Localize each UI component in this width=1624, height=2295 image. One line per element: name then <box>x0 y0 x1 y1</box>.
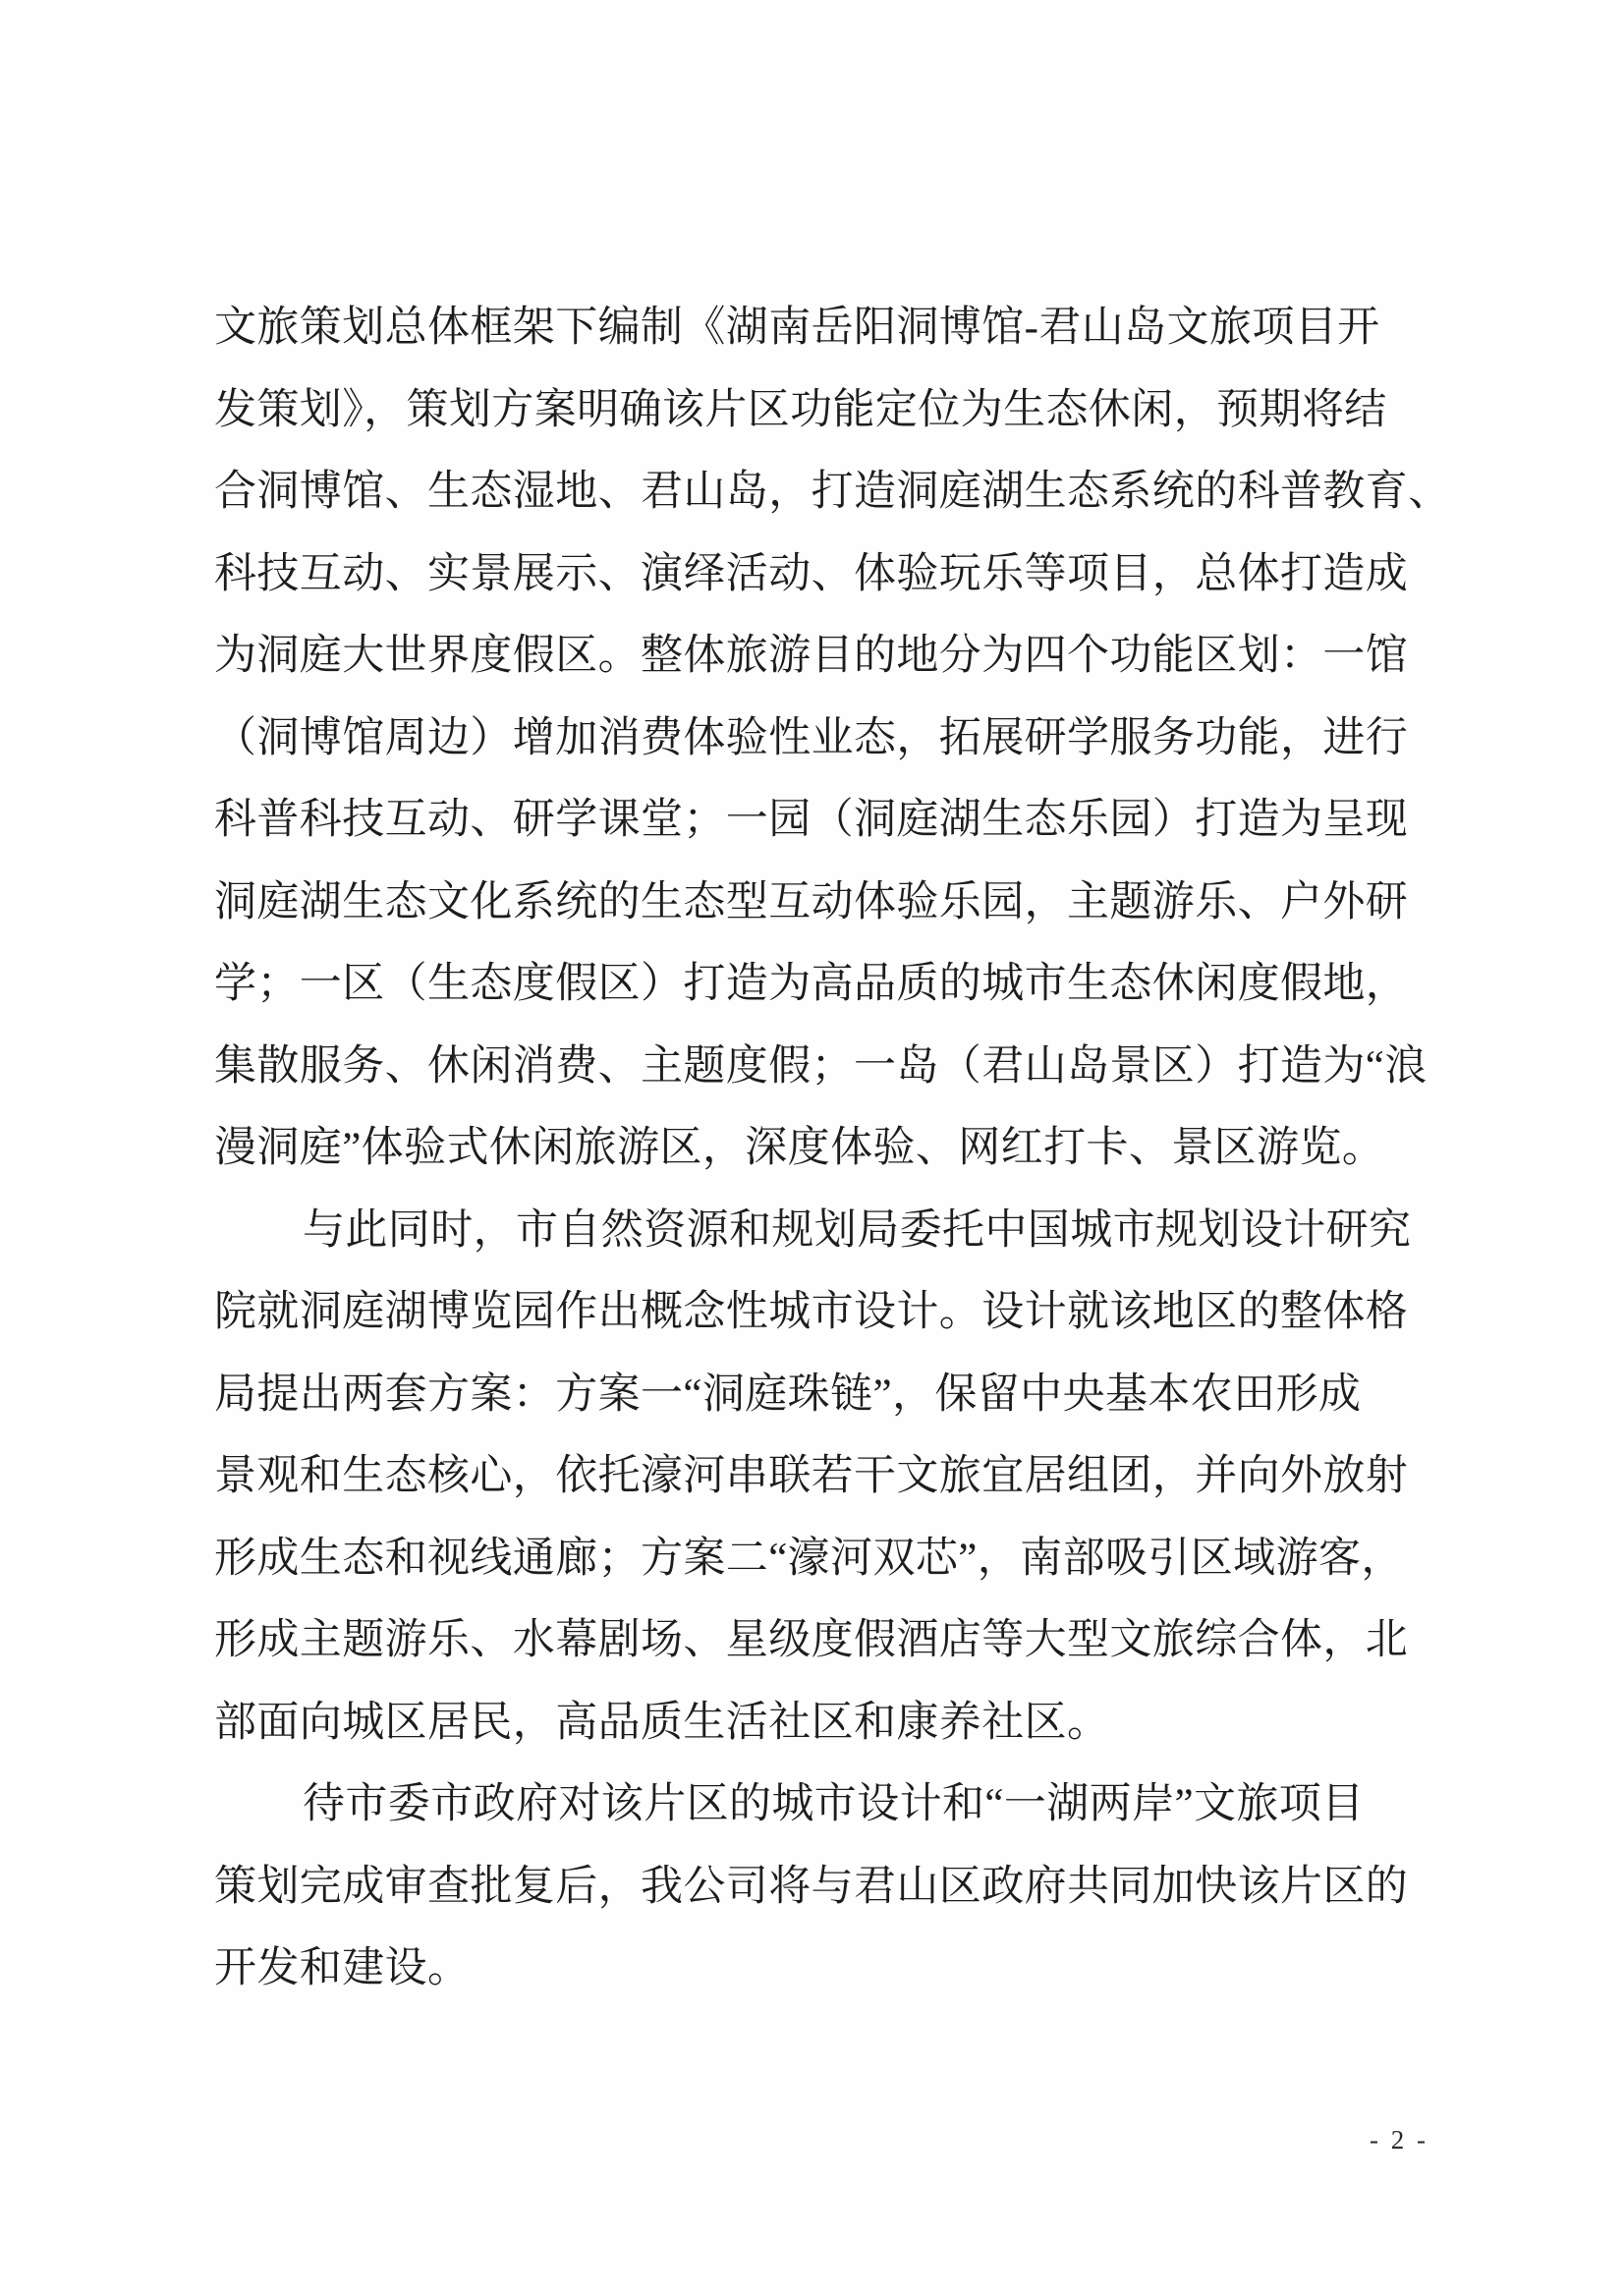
text-line: （洞博馆周边）增加消费体验性业态，拓展研学服务功能，进行 <box>214 714 1409 761</box>
text-line: 局提出两套方案：方案一“洞庭珠链”，保留中央基本农田形成 <box>214 1371 1362 1418</box>
text-line: 院就洞庭湖博览园作出概念性城市设计。设计就该地区的整体格 <box>214 1289 1409 1335</box>
text-line: 与此同时，市自然资源和规划局委托中国城市规划设计研究 <box>303 1206 1412 1254</box>
document-body <box>214 287 1451 2010</box>
text-line: 洞庭湖生态文化系统的生态型互动体验乐园，主题游乐、户外研 <box>214 878 1409 925</box>
text-line: 部面向城区居民，高品质生活社区和康养社区。 <box>214 1699 1110 1746</box>
text-line: 发策划》，策划方案明确该片区功能定位为生态休闲，预期将结 <box>214 386 1387 433</box>
text-line: 学；一区（生态度假区）打造为高品质的城市生态休闲度假地， <box>214 961 1409 1007</box>
page-number: - 2 - <box>1370 2125 1428 2155</box>
text-line: 科技互动、实景展示、演绎活动、体验玩乐等项目，总体打造成 <box>214 550 1409 597</box>
text-line: 集散服务、休闲消费、主题度假；一岛（君山岛景区）打造为“浪 <box>214 1042 1428 1090</box>
text-line: 形成主题游乐、水幕剧场、星级度假酒店等大型文旅综合体，北 <box>214 1617 1409 1663</box>
text-line: 策划完成审查批复后，我公司将与君山区政府共同加快该片区的 <box>214 1863 1409 1910</box>
text-line: 待市委市政府对该片区的城市设计和“一湖两岸”文旅项目 <box>303 1781 1365 1827</box>
text-line: 漫洞庭”体验式休闲旅游区，深度体验、网红打卡、景区游览。 <box>214 1125 1385 1171</box>
text-line: 文旅策划总体框架下编制《湖南岳阳洞博馆-君山岛文旅项目开 <box>214 305 1380 351</box>
text-line: 形成生态和视线通廊；方案二“濠河双芯”，南部吸引区域游客， <box>214 1535 1404 1582</box>
text-line: 合洞博馆、生态湿地、君山岛，打造洞庭湖生态系统的科普教育、 <box>214 469 1451 515</box>
text-line: 开发和建设。 <box>214 1945 471 1991</box>
text-line: 为洞庭大世界度假区。整体旅游目的地分为四个功能区划：一馆 <box>214 633 1409 679</box>
text-line: 科普科技互动、研学课堂；一园（洞庭湖生态乐园）打造为呈现 <box>214 797 1409 843</box>
text-line: 景观和生态核心，依托濠河串联若干文旅宜居组团，并向外放射 <box>214 1453 1409 1499</box>
